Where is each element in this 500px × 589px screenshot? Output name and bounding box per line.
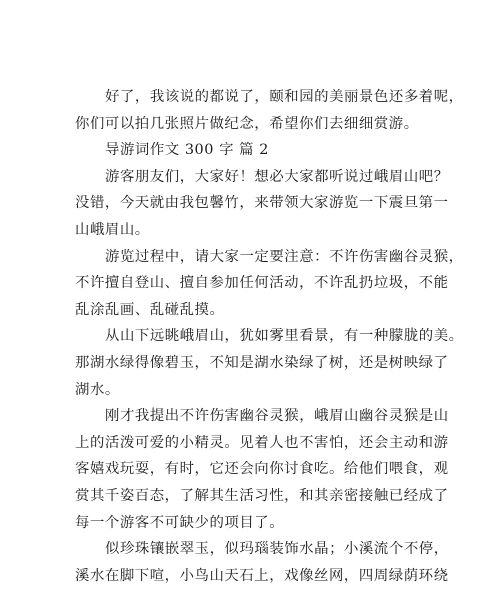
text-line-17: 每一个游客不可缺少的项目了。 — [75, 514, 285, 531]
text-line-1: 好了，我该说的都说了，颐和园的美丽景色还多着呢， — [105, 89, 464, 105]
text-line-10: 从山下远眺峨眉山，犹如雾里看景，有一种朦胧的美。 — [105, 328, 464, 345]
text-line-13: 刚才我提出不许伤害幽谷灵猴，峨眉山幽谷灵猴是山 — [105, 408, 449, 425]
text-line-16: 赏其千姿百态，了解其生活习性，和其亲密接触已经成了 — [75, 487, 449, 504]
section-heading: 导游词作文 300 字 篇 2 — [105, 142, 269, 159]
text-line-5: 没错，今天就由我包馨竹，来带领大家游览一下震旦第一 — [75, 195, 449, 212]
text-line-19: 溪水在脚下喧，小鸟山天石上，戏像丝网，四周绿荫环绕 — [75, 567, 449, 584]
text-line-6: 山峨眉山。 — [75, 221, 150, 238]
text-line-12: 湖水。 — [75, 381, 120, 398]
text-line-8: 不许擅自登山、擅自参加任何活动，不许乱扔垃圾，不能 — [75, 275, 449, 292]
article-body — [75, 84, 464, 589]
text-line-7: 游览过程中，请大家一定要注意：不许伤害幽谷灵猴， — [105, 248, 464, 265]
text-line-9: 乱涂乱画、乱碰乱摸。 — [75, 301, 225, 318]
text-line-11: 那湖水绿得像碧玉，不知是湖水染绿了树，还是树映绿了 — [75, 354, 449, 371]
text-line-4: 游客朋友们，大家好！想必大家都听说过峨眉山吧？ — [105, 168, 449, 185]
text-line-2: 你们可以拍几张照片做纪念，希望你们去细细赏游。 — [75, 115, 419, 132]
text-line-18: 似珍珠镶嵌翠玉，似玛瑙装饰水晶；小溪流个不停， — [105, 541, 449, 558]
text-line-14: 上的活泼可爱的小精灵。见着人也不害怕，还会主动和游 — [75, 434, 449, 451]
text-line-15: 客嬉戏玩耍，有时，它还会向你讨食吃。给他们喂食，观 — [75, 461, 449, 478]
